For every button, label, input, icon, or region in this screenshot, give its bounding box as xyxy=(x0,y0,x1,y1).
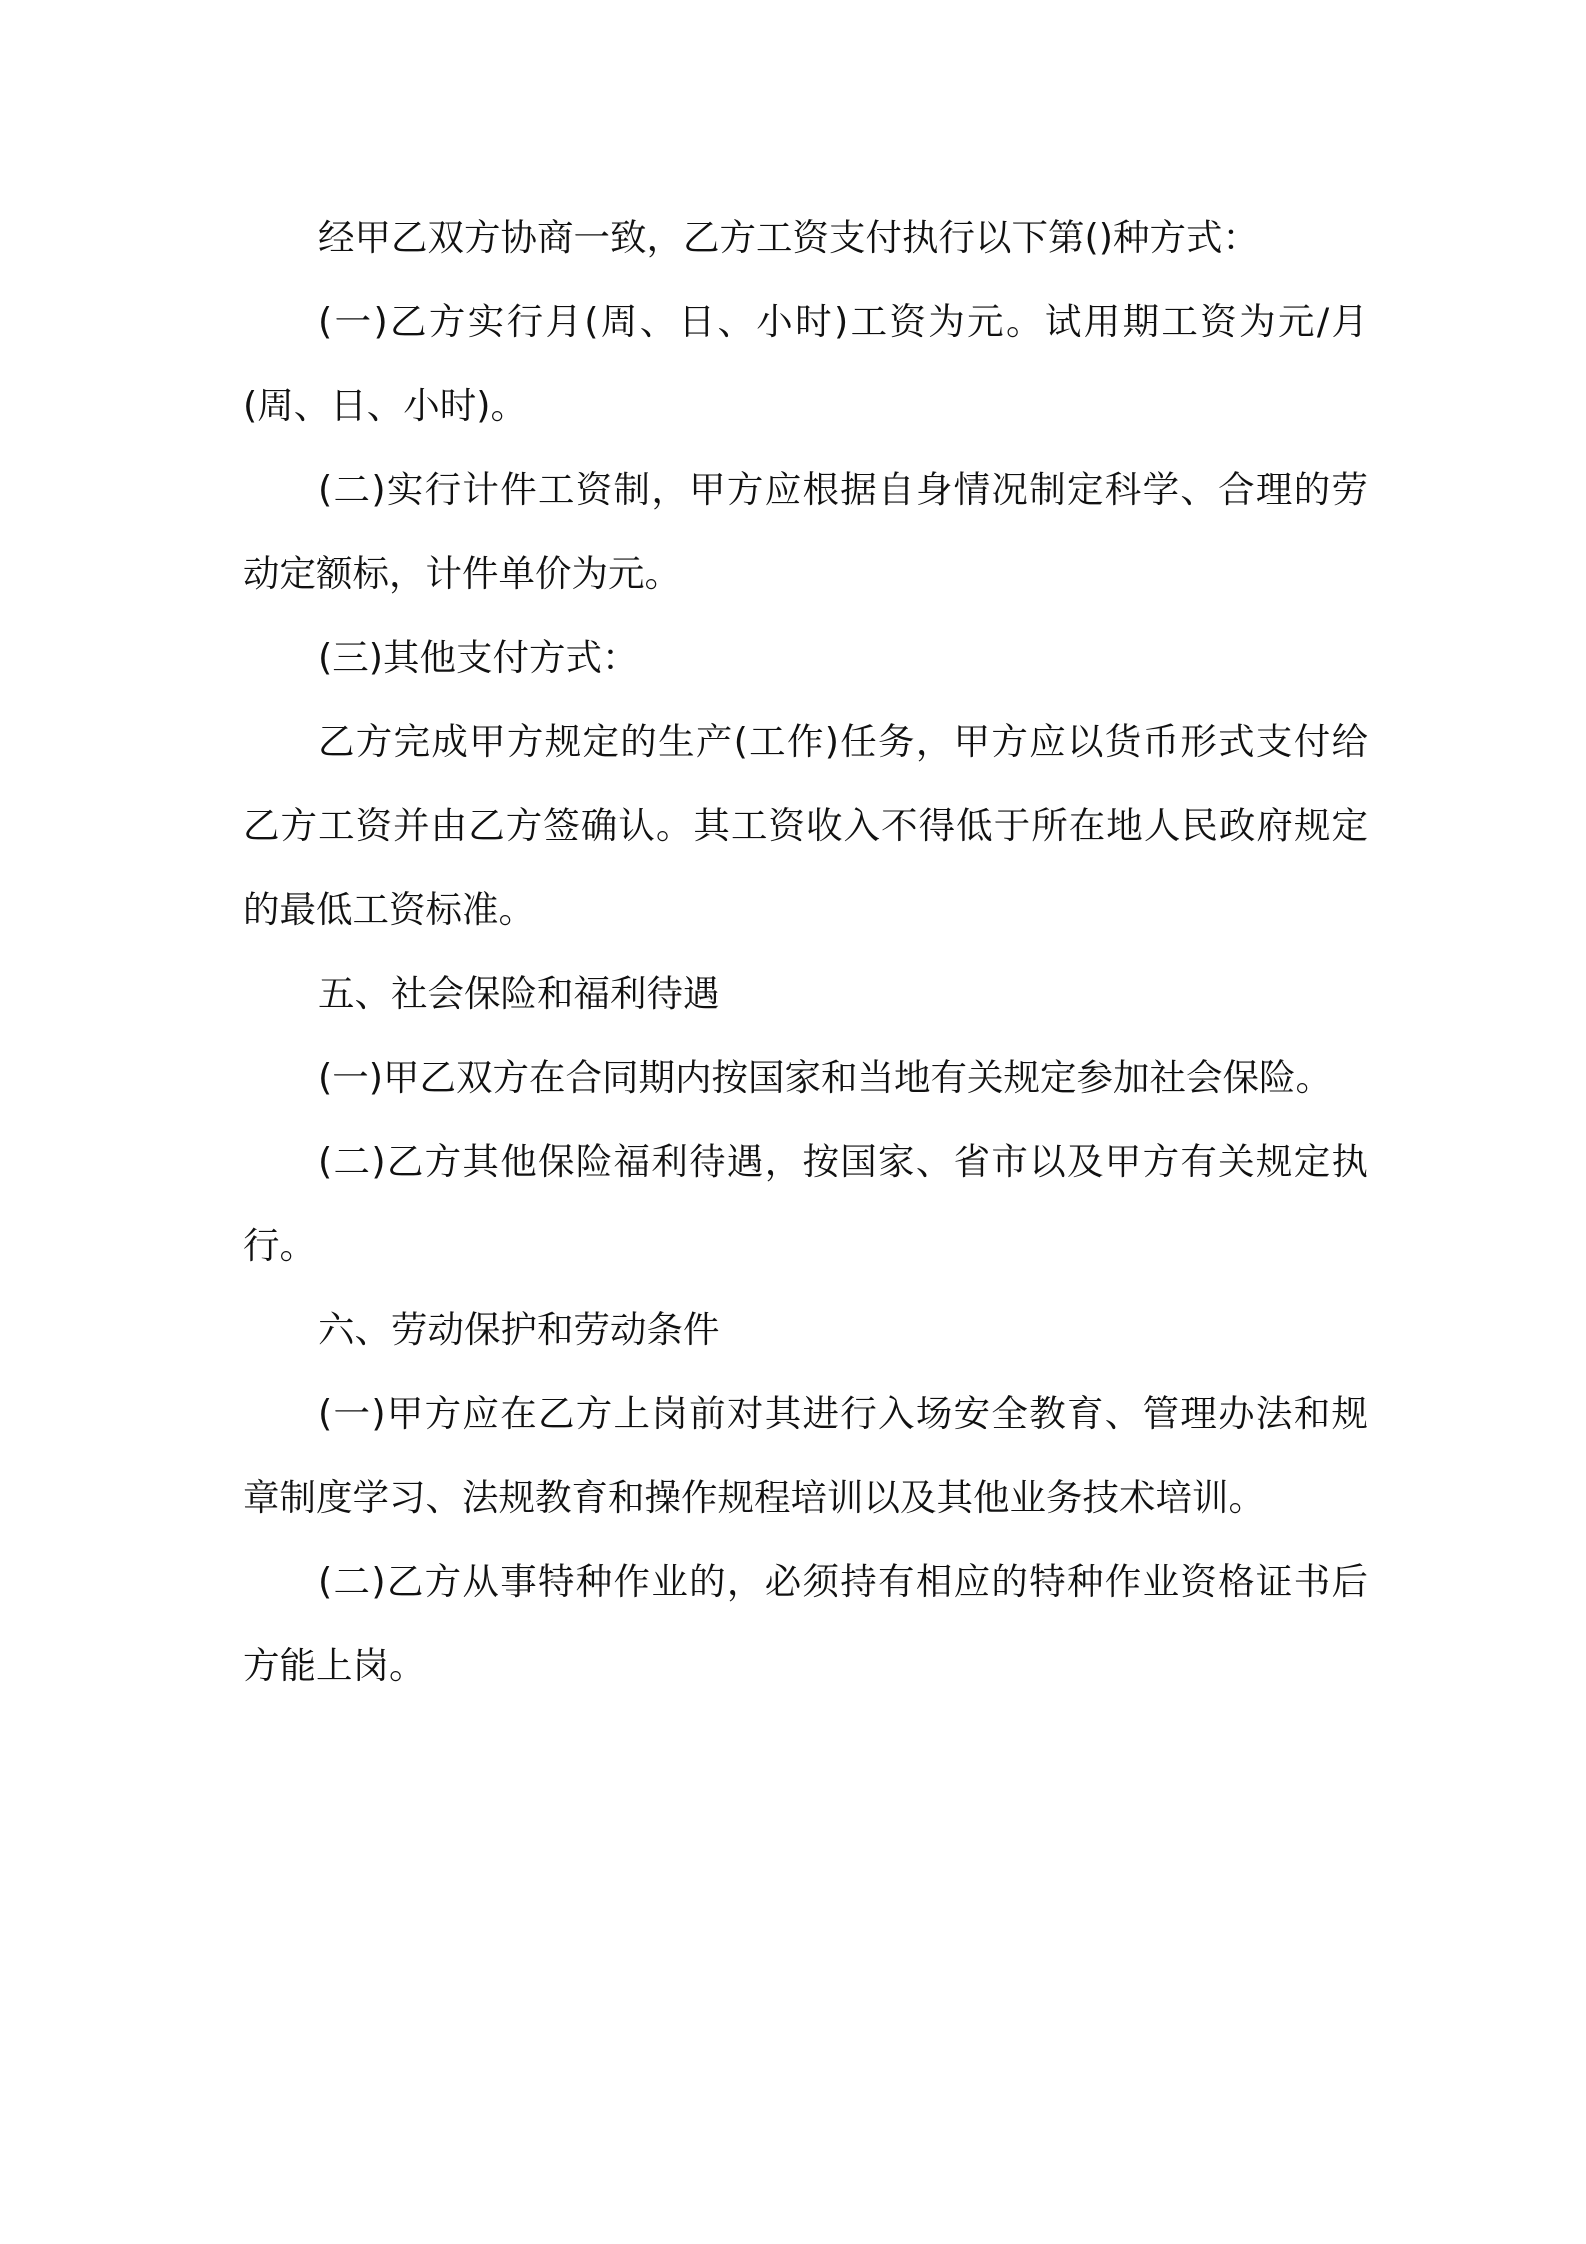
paragraph-payment-method-intro: 经甲乙双方协商一致，乙方工资支付执行以下第()种方式： xyxy=(318,216,1259,259)
paragraph-social-insurance: (一)甲乙双方在合同期内按国家和当地有关规定参加社会保险。 xyxy=(318,1056,1332,1099)
paragraph-safety-training: (一)甲方应在乙方上岗前对其进行入场安全教育、管理办法和规章制度学习、法规教育和操作规程培训以及其他业务技术培训。 xyxy=(243,1392,1368,1519)
document-body xyxy=(243,196,1368,1708)
section-heading-labor-protection: 六、劳动保护和劳动条件 xyxy=(318,1308,720,1351)
paragraph-monthly-wage: (一)乙方实行月(周、日、小时)工资为元。试用期工资为元/月(周、日、小时)。 xyxy=(243,300,1368,427)
paragraph-payment-terms: 乙方完成甲方规定的生产(工作)任务，甲方应以货币形式支付给乙方工资并由乙方签确认。其工资收入不得低于所在地人民政府规定的最低工资标准。 xyxy=(243,720,1368,931)
paragraph-other-payment: (三)其他支付方式： xyxy=(318,636,639,679)
paragraph-other-welfare: (二)乙方其他保险福利待遇，按国家、省市以及甲方有关规定执行。 xyxy=(243,1140,1368,1267)
paragraph-piece-rate-wage: (二)实行计件工资制，甲方应根据自身情况制定科学、合理的劳动定额标，计件单价为元。 xyxy=(243,468,1368,595)
section-heading-social-insurance: 五、社会保险和福利待遇 xyxy=(318,972,720,1015)
paragraph-special-operations: (二)乙方从事特种作业的，必须持有相应的特种作业资格证书后方能上岗。 xyxy=(243,1560,1368,1687)
